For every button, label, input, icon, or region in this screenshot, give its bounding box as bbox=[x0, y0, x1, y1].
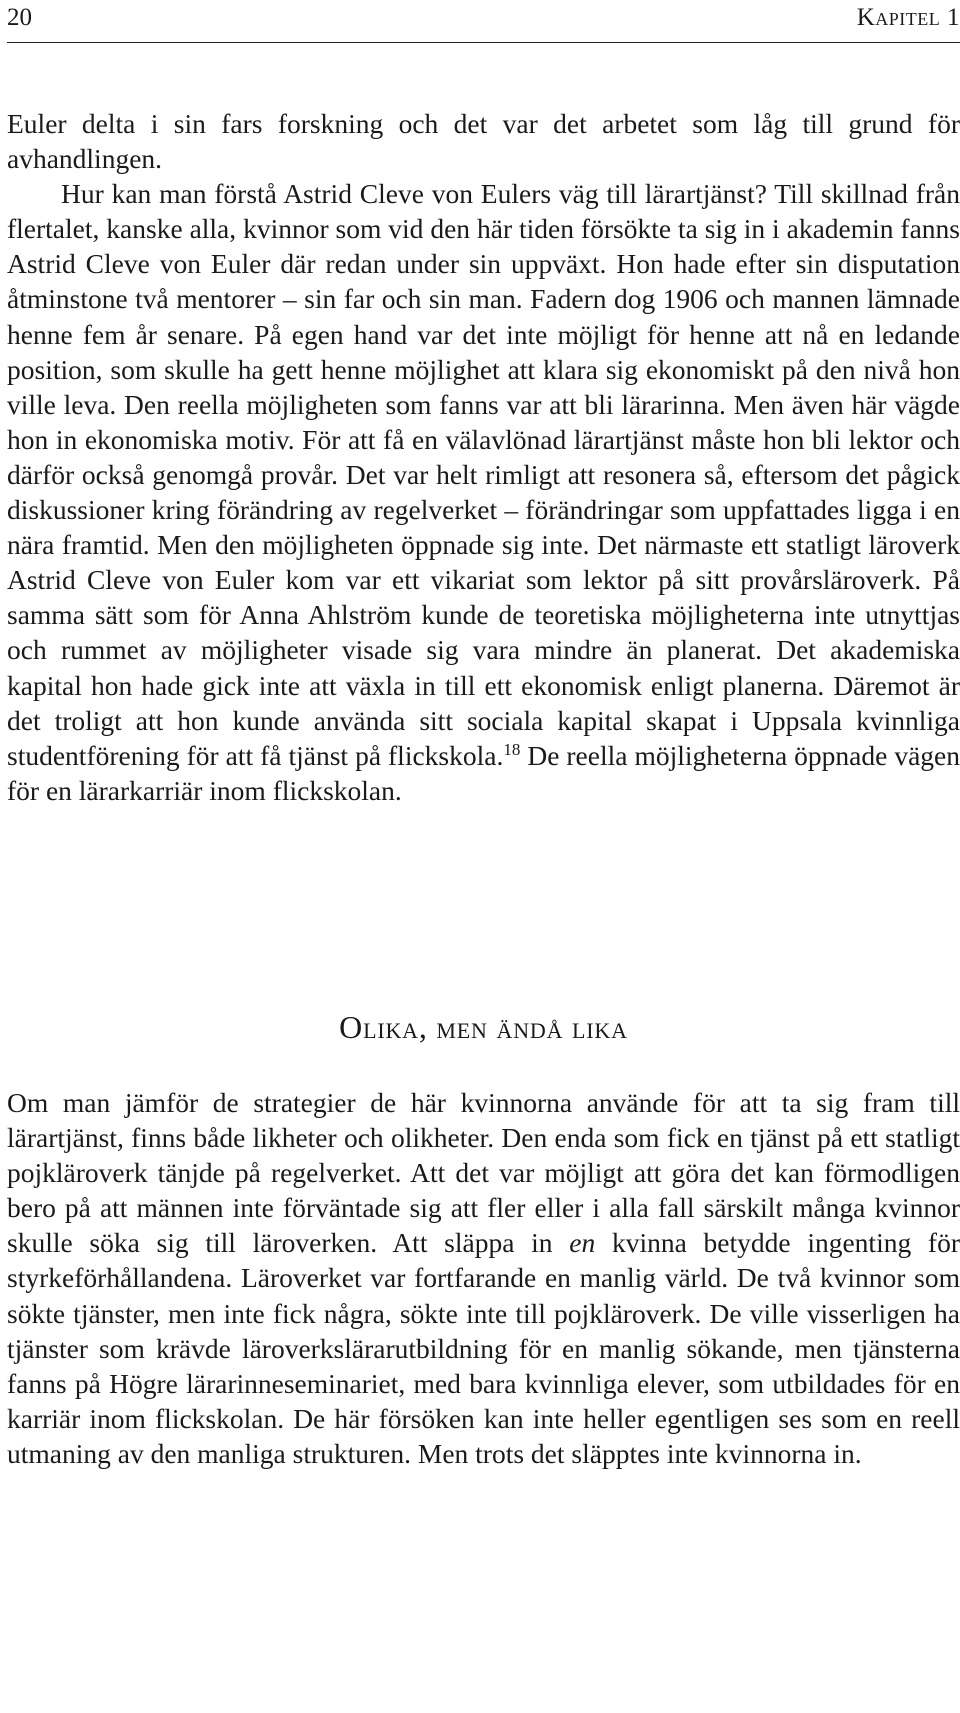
paragraph-text: De reella möjligheterna öppnade vägen för en lärarkarriär inom flickskolan. bbox=[7, 739, 960, 806]
paragraph bbox=[7, 1085, 960, 1471]
section-heading: Olika, men ändå lika bbox=[339, 1009, 628, 1045]
running-head bbox=[7, 0, 960, 43]
paragraph-text: Hur kan man förstå Astrid Cleve von Eulers väg till lärartjänst? Till skillnad från flertalet, kanske alla, kvinnor som vid den här tiden försökte ta sig in i akademin fanns Astrid Cleve von Euler där redan under sin uppväxt. Hon hade efter sin disputation åtminstone två mentorer – sin far och sin man. Fadern dog 1906 och mannen lämnade henne fem år senare. På egen hand var det inte möjligt för henne att nå en ledande position, som skulle ha gett henne möjlighet att klara sig ekonomiskt på den nivå hon ville leva. Den reella möjligheten som fanns var att bli lärarinna. Men även här vägde hon in ekonomiska motiv. För att få en välavlönad lärartjänst måste hon bli lektor och därför också genomgå provår. Det var helt rimligt att resonera så, eftersom det pågick diskussioner kring förändring av regelverket – förändringar som uppfattades ligga i en nära framtid. Men den möjligheten öppnade sig inte. Det närmaste ett statligt läroverk Astrid Cleve von Euler kom var ett vikariat som lektor på sitt provårsläroverk. På samma sätt som för Anna Ahlström kunde de teoretiska möjligheterna inte utnyttjas och rummet av möjligheter visade sig vara mindre än planerat. Det akademiska kapital hon hade gick inte att växla in till ett ekonomisk enligt planerna. Däremot är det troligt att hon kunde använda sitt sociala kapital skapat i Uppsala kvinnliga studentförening för att få tjänst på flickskola. bbox=[7, 178, 960, 771]
paragraph-text: kvinna betydde ingenting för styrkeförhållandena. Läroverket var fortfarande en manlig värld. De två kvinnor som sökte tjänster, men inte fick några, sökte inte till pojkläroverk. De ville visserligen ha tjänster som krävde läroverkslärarutbildning för en manlig sökande, men tjänsterna fanns på Högre lärarinneseminariet, med bara kvinnliga elever, som utbildades för en karriär inom flickskolan. De här försöken kan inte heller egentligen ses som en reell utmaning av den manliga strukturen. Men trots det släpptes inte kvinnorna in. bbox=[7, 1227, 960, 1469]
footnote-reference[interactable]: 18 bbox=[503, 739, 521, 759]
chapter-label: Kapitel 1 bbox=[856, 4, 960, 31]
paragraph-text: Om man jämför de strategier de här kvinnorna använde för att ta sig fram till lärartjänst, finns både likheter och olikheter. Den enda som fick en tjänst på ett statligt pojkläroverk tänjde på regelverket. Att det var möjligt att göra det kan förmodligen bero på att männen inte förväntade sig att fler eller i alla fall särskilt många kvinnor skulle söka sig till läroverken. Att släppa in bbox=[7, 1087, 960, 1259]
paragraph bbox=[7, 176, 960, 808]
paragraph: Euler delta i sin fars forskning och det var det arbetet som låg till grund för avhandlingen. bbox=[7, 108, 960, 175]
document-page bbox=[7, 0, 960, 1713]
section-1-body bbox=[7, 106, 960, 808]
page-number: 20 bbox=[7, 4, 32, 31]
emphasis: en bbox=[569, 1227, 596, 1259]
section-2-body bbox=[7, 1085, 960, 1471]
